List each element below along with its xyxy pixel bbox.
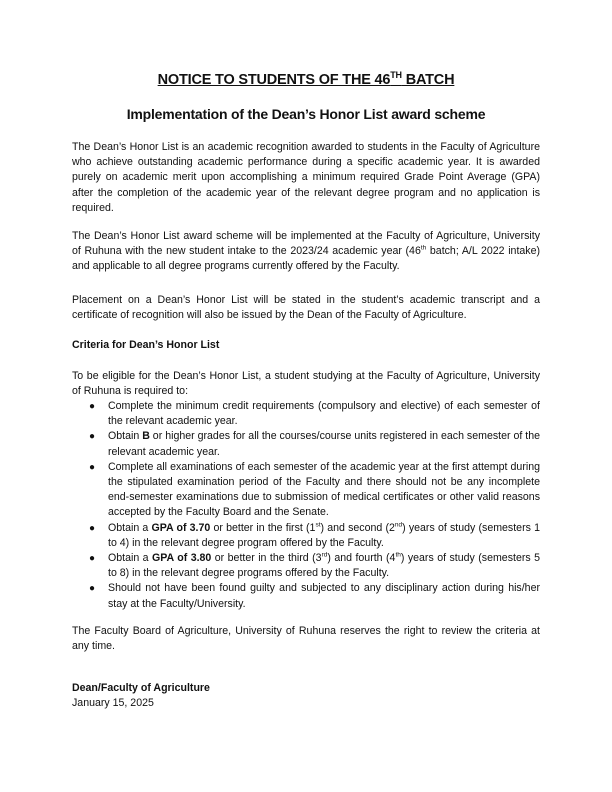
notice-subtitle: Implementation of the Dean’s Honor List award scheme — [126, 106, 486, 122]
criteria-list — [72, 399, 540, 612]
bullet-icon: ● — [89, 583, 96, 595]
criteria-item: ● Obtain a GPA of 3.80 or better in the third (3rd) and fourth (4th) years of study (semesters 5 to 8) in the relevant degree programs offered by the Faculty. — [89, 551, 541, 580]
notice-title: NOTICE TO STUDENTS OF THE 46TH BATCH — [157, 70, 455, 88]
criteria-intro: To be eligible for the Dean’s Honor List, a student studying at the Faculty of Agriculture, University of Ruhuna is required to: — [72, 370, 540, 398]
bullet-icon: ● — [89, 522, 96, 534]
criteria-item: ● Obtain a GPA of 3.70 or better in the first (1st) and second (2nd) years of study (semesters 1 to 4) in the relevant degree program offered by the Faculty. — [89, 521, 540, 549]
criteria-item: ● Should not have been found guilty and subjected to any disciplinary action during his/her stay at the Faculty/University. — [89, 582, 540, 610]
paragraph-implementation: The Dean’s Honor List award scheme will be implemented at the Faculty of Agriculture, University of Ruhuna with the new student intake to the 2023/24 academic year (46th batch; A/L 2022 intake) and applicable to all degree programs currently offered by the Faculty. — [72, 230, 540, 273]
paragraph-intro: The Dean’s Honor List is an academic recognition awarded to students in the Faculty of Agriculture who achieve outstanding academic performance during a specific academic year. It is awarded purely on academic merit upon accomplishing a minimum required Grade Point Average (GPA) after the completion of the academic year of the relevant degree program and no application is required. — [72, 141, 540, 214]
paragraph-closing: The Faculty Board of Agriculture, University of Ruhuna reserves the right to review the criteria at any time. — [72, 625, 540, 653]
signature-name: Dean/Faculty of Agriculture — [72, 682, 210, 694]
criteria-item: ● Complete the minimum credit requirements (compulsory and elective) of each semester of the relevant academic year. — [89, 400, 540, 428]
criteria-item: ● Obtain B or higher grades for all the courses/course units registered in each semester of the relevant academic year. — [89, 430, 540, 458]
bullet-icon: ● — [89, 461, 96, 473]
bullet-icon: ● — [89, 553, 96, 565]
bullet-icon: ● — [89, 401, 96, 412]
signature-date: January 15, 2025 — [72, 697, 154, 709]
criteria-item: ● Complete all examinations of each semester of the academic year at the first attempt during the stipulated examination period of the Faculty and there should not be any incomplete end-semester examinations due to submission of medical certificates or other valid reasons accepted by the Faculty Board and the Senate. — [89, 460, 540, 519]
bullet-icon: ● — [89, 431, 96, 443]
paragraph-placement: Placement on a Dean’s Honor List will be stated in the student’s academic transcript and a certificate of recognition will also be issued by the Dean of the Faculty of Agriculture. — [72, 294, 540, 322]
criteria-heading: Criteria for Dean’s Honor List — [72, 339, 220, 351]
